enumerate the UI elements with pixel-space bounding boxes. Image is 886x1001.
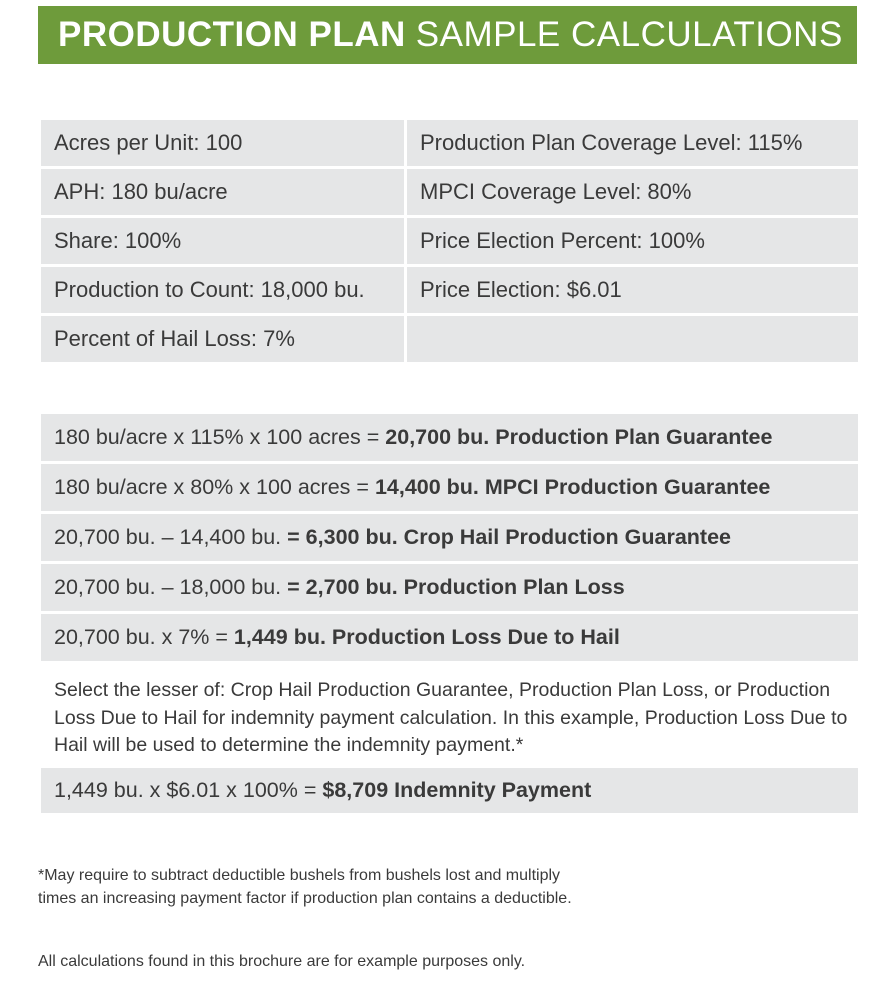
header-title-light: SAMPLE CALCULATIONS	[415, 15, 843, 54]
input-mpci-coverage-level: MPCI Coverage Level: 80%	[407, 169, 858, 215]
page-header	[38, 6, 857, 64]
final-formula: 1,449 bu. x $6.01 x 100% =	[54, 778, 317, 802]
calculations-list	[41, 414, 858, 664]
calc-formula: 180 bu/acre x 115% x 100 acres =	[54, 425, 380, 449]
calc-formula: 20,700 bu. – 18,000 bu.	[54, 575, 282, 599]
input-empty-cell	[407, 316, 858, 362]
calc-formula: 20,700 bu. – 14,400 bu.	[54, 525, 282, 549]
input-price-election-percent: Price Election Percent: 100%	[407, 218, 858, 264]
input-price-election: Price Election: $6.01	[407, 267, 858, 313]
example-disclaimer: All calculations found in this brochure are for example purposes only.	[38, 953, 526, 970]
calc-formula: 20,700 bu. x 7% =	[54, 625, 228, 649]
calc-production-loss-due-to-hail	[41, 614, 858, 661]
header-title-bold: PRODUCTION PLAN	[58, 15, 406, 54]
calc-result: = 6,300 bu. Crop Hail Production Guarantee	[287, 525, 731, 549]
inputs-table	[41, 120, 858, 362]
input-production-plan-coverage-level: Production Plan Coverage Level: 115%	[407, 120, 858, 166]
input-share: Share: 100%	[41, 218, 404, 264]
calc-result: 1,449 bu. Production Loss Due to Hail	[233, 625, 620, 649]
calc-result: 14,400 bu. MPCI Production Guarantee	[374, 475, 771, 499]
input-aph: APH: 180 bu/acre	[41, 169, 404, 215]
deductible-footnote: *May require to subtract deductible bushels from bushels lost and multiply times an increasing payment factor if production plan contains a deductible.	[38, 867, 572, 907]
calc-result: = 2,700 bu. Production Plan Loss	[287, 575, 625, 599]
indemnity-payment-row	[41, 768, 858, 813]
calc-crop-hail-production-guarantee	[41, 514, 858, 561]
calc-formula: 180 bu/acre x 80% x 100 acres =	[54, 475, 369, 499]
selection-note: Select the lesser of: Crop Hail Production Guarantee, Production Plan Loss, or Production Loss Due to Hail for indemnity payment calculation. In this example, Production Loss Due to Hail will be used to determine the indemnity payment.*	[54, 679, 848, 756]
calc-production-plan-loss	[41, 564, 858, 611]
final-result: $8,709 Indemnity Payment	[322, 778, 592, 802]
input-percent-hail-loss: Percent of Hail Loss: 7%	[41, 316, 404, 362]
calc-result: 20,700 bu. Production Plan Guarantee	[385, 425, 773, 449]
input-acres-per-unit: Acres per Unit: 100	[41, 120, 404, 166]
input-production-to-count: Production to Count: 18,000 bu.	[41, 267, 404, 313]
calc-production-plan-guarantee	[41, 414, 858, 461]
calc-mpci-production-guarantee	[41, 464, 858, 511]
